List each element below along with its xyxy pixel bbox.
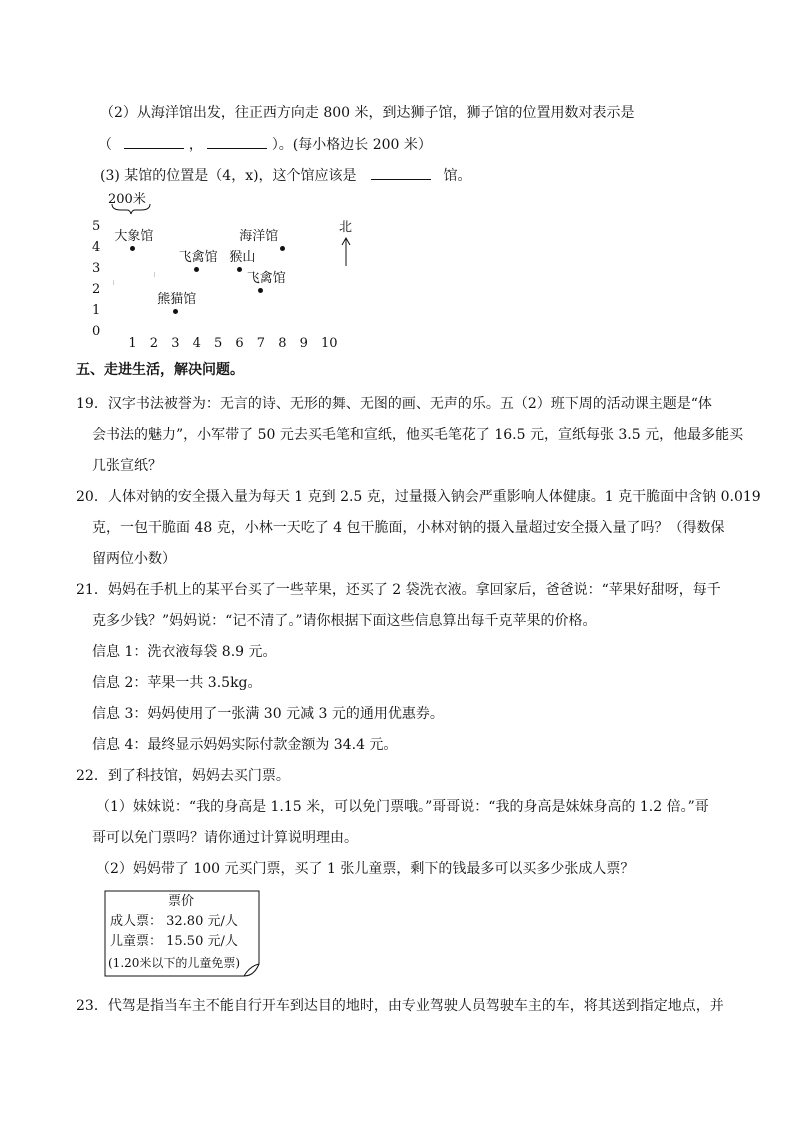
x-tick-label: 4 <box>192 336 201 351</box>
q21-line1: 21．妈妈在手机上的某平台买了一些苹果，还买了 2 袋洗衣液。拿回家后，爸爸说：“苹果好甜呀，每千 <box>76 582 721 598</box>
ticket-note: (1.20米以下的儿童免票) <box>108 956 241 970</box>
x-tick-label: 5 <box>214 336 223 351</box>
north-label: 北 <box>339 220 353 235</box>
q18-part3-text: (3) 某馆的位置是（4，x)，这个馆应该是 <box>100 168 357 184</box>
q22-line1: 22．到了科技馆，妈妈去买门票。 <box>76 768 290 784</box>
q22-part1-line2: 哥可以免门票吗？请你通过计算说明理由。 <box>92 830 358 846</box>
y-tick-label: 2 <box>92 282 101 297</box>
x-tick-label: 9 <box>299 336 308 351</box>
ticket-title: 票价 <box>168 894 195 909</box>
place-label: 猴山 <box>229 250 256 265</box>
q18-part2-line1: （2）从海洋馆出发，往正西方向走 800 米，到达狮子馆，狮子馆的位置用数对表示是 <box>100 105 635 121</box>
x-tick-label: 1 <box>128 336 137 351</box>
x-tick-label: 10 <box>321 336 338 351</box>
faint-mark <box>113 280 114 285</box>
y-tick-label: 4 <box>92 240 101 255</box>
north-arrow-icon <box>340 237 352 267</box>
place-marker-dot <box>280 246 285 251</box>
q23-line1: 23．代驾是指当车主不能自行开车到达目的地时，由专业驾驶人员驾驶车主的车，将其送到指定地点，并 <box>76 998 724 1014</box>
zoo-map <box>88 192 378 352</box>
q19-line3: 几张宣纸？ <box>92 458 162 474</box>
y-tick-label: 0 <box>92 324 101 339</box>
place-label: 飞禽馆 <box>178 250 218 265</box>
section5-title: 五、走进生活，解决问题。 <box>76 362 244 378</box>
place-label: 海洋馆 <box>239 229 279 244</box>
y-tick-label: 5 <box>92 219 101 234</box>
q18-part3-suffix: 馆。 <box>443 168 472 184</box>
q22-part2: （2）妈妈带了 100 元买门票，买了 1 张儿童票，剩下的钱最多可以买多少张成人票？ <box>96 861 635 877</box>
place-label: 飞禽馆 <box>246 271 286 286</box>
scale-label: 200米 <box>108 192 146 207</box>
x-tick-label: 2 <box>149 336 159 351</box>
faint-mark <box>154 272 155 277</box>
place-label: 大象馆 <box>114 229 154 244</box>
x-tick-label: 8 <box>278 336 287 351</box>
x-tick-label: 3 <box>171 336 180 351</box>
y-tick-label: 3 <box>92 261 101 276</box>
x-tick-label: 6 <box>235 336 244 351</box>
ticket-price-card <box>104 890 260 978</box>
q19-line2: 会书法的魅力”，小军带了 50 元去买毛笔和宣纸，他买毛笔花了 16.5 元，宣纸每张 3.5 元，他最多能买 <box>92 427 744 443</box>
q18-answer-blank-1[interactable] <box>124 134 184 149</box>
q18-comma: ， <box>188 137 203 153</box>
y-tick-label: 1 <box>92 303 101 318</box>
q22-part1-line1: （1）妹妹说：“我的身高是 1.15 米，可以免门票哦。”哥哥说：“我的身高是妹妹身高的 1.2 倍。”哥 <box>96 799 709 815</box>
q19-line1: 19．汉字书法被誉为：无言的诗、无形的舞、无图的画、无声的乐。五（2）班下周的活动课主题是“体 <box>76 396 712 412</box>
q21-info4: 信息 4：最终显示妈妈实际付款金额为 34.4 元。 <box>92 737 398 753</box>
place-marker-dot <box>237 267 242 272</box>
q20-line3: 留两位小数） <box>92 551 176 567</box>
q21-info1: 信息 1：洗衣液每袋 8.9 元。 <box>92 644 277 660</box>
q20-line1: 20．人体对钠的安全摄入量为每天 1 克到 2.5 克，过量摄入钠会严重影响人体健康。1 克干脆面中含钠 0.019 <box>76 489 761 505</box>
q18-part3 <box>100 165 471 186</box>
place-marker-dot <box>173 309 178 314</box>
q21-info2: 信息 2：苹果一共 3.5kg。 <box>92 675 262 691</box>
place-label: 熊猫馆 <box>157 292 197 307</box>
ticket-adult-price: 成人票： 32.80 元/人 <box>110 914 238 929</box>
q20-line2: 克，一包干脆面 48 克，小林一天吃了 4 包干脆面，小林对钠的摄入量超过安全摄入量了吗？（得数保 <box>92 520 725 536</box>
q21-info3: 信息 3：妈妈使用了一张满 30 元减 3 元的通用优惠券。 <box>92 706 444 722</box>
ticket-child-price: 儿童票： 15.50 元/人 <box>110 934 238 949</box>
q18-answer-blank-3[interactable] <box>371 165 431 180</box>
place-marker-dot <box>194 267 199 272</box>
q18-answer-blank-2[interactable] <box>207 134 267 149</box>
q18-open-paren: （ <box>98 137 112 153</box>
x-tick-label: 7 <box>256 336 266 351</box>
q21-line2: 克多少钱？”妈妈说：“记不清了。”请你根据下面这些信息算出每千克苹果的价格。 <box>92 613 597 629</box>
q18-close-paren: ）。(每小格边长 200 米） <box>271 137 432 153</box>
place-marker-dot <box>130 246 135 251</box>
place-marker-dot <box>258 288 263 293</box>
q18-part2-line2 <box>98 134 432 155</box>
